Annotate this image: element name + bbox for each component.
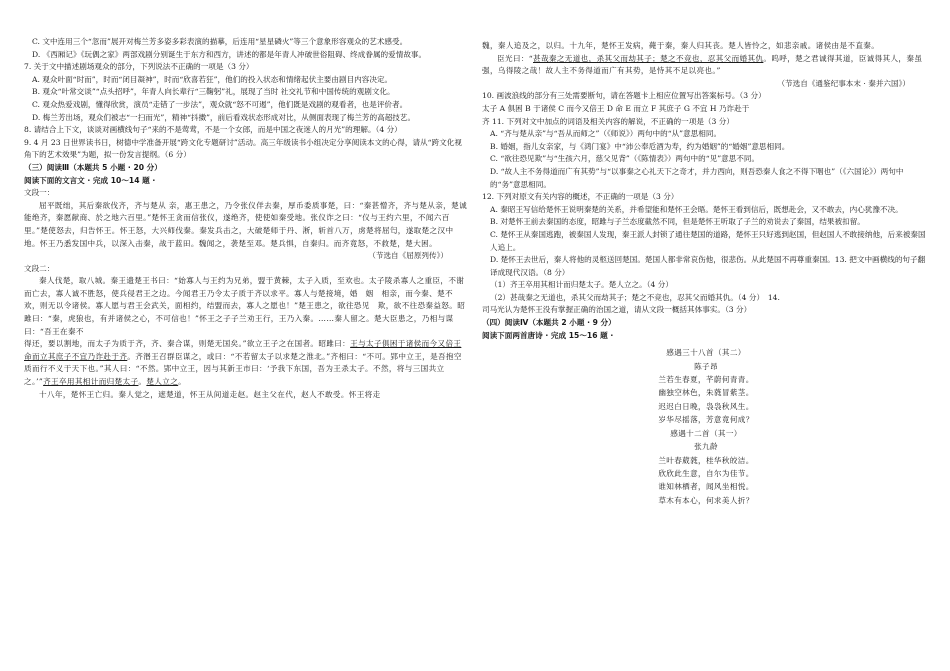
poem-1-title: 感遇三十八首（其二）: [666, 348, 746, 358]
q13-item-1: （1）齐王卒用其相计而归楚太子。楚人立之。（4 分）: [490, 280, 673, 290]
text2-body-part3: 十八年，楚怀王亡归。秦人觉之，遮楚道，怀王从间道走赵。赵主父在代，赵人不敢受。怀王将走: [39, 389, 381, 399]
left-column: [24, 36, 468, 401]
text2-label: 文段二：: [24, 263, 55, 273]
poem-2-line: 草木有本心，何求美人折？: [658, 495, 754, 505]
poem-2-line: 谁知林栖者，闻风坐相悦。: [658, 482, 754, 492]
q7-option-d: D. 梅兰芳出场，观众们被志“一扫而光”，精神“抖擞”，前后看戏状态形成对比，从侧面表现了梅兰芳的高超技艺。: [32, 112, 416, 122]
q7-stem: 7. 关于文中描述剧场观众的部分，下列说法不正确的一项是（3 分）: [24, 62, 254, 72]
q12-option-a: A. 秦昭王写信给楚怀王说明秦楚的关系，并希望能和楚怀王会晤。楚怀王看到信后，既想赴会，又不敢去，内心犹豫不决。: [490, 204, 903, 214]
text2-segment-e: 。: [178, 377, 187, 387]
poem-1-line: 幽独空林色，朱蕤冒紫茎。: [658, 388, 754, 398]
underlined-sentence-1b: 楚人立之: [146, 377, 179, 387]
wavy-underlined-sentence: 王与太子俱困于诸侯而今又倍王命而立其庶子不宜乃诈赴于齐: [24, 339, 462, 361]
text2-body-part1: 秦人伐楚，取八城。秦王遗楚王书曰：“始寡人与王约为兄弟，盟于黄棘，太子入质，至欢也。太子陵杀寡人之重臣，不谢而亡去，寡人诚不胜怒，使兵侵君王之边。今闻君王乃令太子质于齐以求平。寡人与楚接境，婚 姻 相亲，而今秦、楚不欢，则无以令诸侯。寡人愿与君王会武关，面相约，结盟而去，寡人之愿也！”楚王患之，欲往恐见 欺，欲不往恐秦益怒。昭雎曰：“秦，虎狼也，有并诸侯之心，不可信也！”怀王之子子兰劝王行，王乃入秦。……秦人留之。楚大臣患之，乃相与谋曰：“吾王在秦不: [24, 276, 466, 336]
text1-body: 屈平既绌，其后秦欲伐齐，齐与楚从 亲，惠王患之，乃令张仪佯去秦，厚币委质事楚，曰：“秦甚憎齐，齐与楚从亲，楚诚能绝齐，秦愿献商、於之地六百里。”楚怀王贪而信张仪，遂绝齐，使使如秦受地。张仪诈之曰：“仪与王约六里，不闻六百里。”楚使怒去，归告怀王。怀王怒，大兴师伐秦。秦发兵击之，大破楚师于丹、淅，斩首八万，虏楚将屈匄，遂取楚之汉中地。怀王乃悉发国中兵，以深入击秦，战于蓝田。魏闻之，袭楚至邓。楚兵惧，自秦归。而齐竟怒，不救楚，楚大困。: [24, 200, 468, 248]
underlined-sentence-2: 甚哉秦之无道也，杀其父而劫其子；楚之不竞也，忍其父而婚其仇: [533, 53, 764, 63]
q12-option-c: C. 楚怀王从秦国逃跑，被秦国人发现，秦王派人封锁了通往楚国的道路，楚怀王只好逃到赵国，但赵国人不敢接纳他，后来被秦国人追上。: [490, 229, 926, 252]
q11-stem: 齐 11. 下列对文中加点的词语及相关内容的解说，不正确的一项是（3 分）: [482, 116, 734, 126]
poem-1-line: 兰若生春夏，芊蔚何青青。: [658, 375, 754, 385]
q6-option-d: D. 《西厢记》《玩偶之家》两部戏剧分别诞生于东方和西方，讲述的都是年青人冲破世俗阻碍、终成眷属的爱情故事。: [32, 49, 427, 59]
poem-2-title: 感遇十二首（其一）: [670, 428, 742, 438]
text2-body-part2: [24, 338, 468, 388]
poem-1-author: 陈子昂: [694, 361, 718, 371]
q14-stem: 司马光认为楚怀王没有掌握正确的治国之道，请从文段一概括其体事实。（3 分）: [482, 305, 752, 315]
poem-2: [482, 427, 930, 507]
q10-stem: 10. 画波浪线的部分有三处需要断句，请在答题卡上相应位置写出答案标号。（3 分）: [482, 91, 766, 101]
right-column: [482, 40, 930, 507]
sima-guang-comment: [482, 53, 930, 78]
q6-option-c: C. 文中连用三个“忽而”展开对梅兰芳多姿多彩表演的描摹，后连用“星星磷火”等三个意象形容观众的艺术感受。: [32, 37, 408, 46]
q7-option-c: C. 观众热爱戏剧，懂得欣赏，演员“走错了一步法”，观众就“怒不可遏”，他们既是戏剧的观看者，也是评价者。: [32, 99, 408, 109]
comment-segment-c: 。呜呼，楚之君诚得其道，臣诚得其人，秦虽强，乌得陵之哉！故人主不务: [482, 53, 923, 76]
q7-option-b: B. 观众“叶常交谈”“点头招呼”，年青人向长辈行“三鞠躬”礼，展现了当时 社交礼节和中国传统的观剧文化。: [32, 87, 395, 97]
poem-1: [482, 346, 930, 426]
poem-1-line: 岁华尽摇落，芳意竟何成？: [658, 415, 754, 425]
q12-option-d: D. 楚怀王去世后，秦人将他的灵柩送回楚国。楚国人都非常哀伤他，很悲伤。从此楚国不再尊重秦国。13. 把文中画横线的句子翻译成现代汉语。（8 分）: [490, 255, 926, 277]
q11-option-a: A. “齐与楚从亲”与“吾从而师之”（《师说》）两句中的“从”意思相同。: [490, 129, 722, 139]
underlined-sentence-1: 齐王卒用其相计而归楚太子: [43, 377, 139, 387]
text2-segment-d: 。: [138, 377, 147, 387]
q11-option-b: B. 婚姻，指儿女亲家，与《鸿门宴》中“沛公奉卮酒为寿，约为婚姻”的“婚姻”意思相同。: [490, 141, 790, 151]
comment-segment-d: 得道而广有其势，是恃其不足以亮也。”: [585, 66, 721, 76]
text2-segment-b: 得还，要以割地，而太子为质于齐，齐、秦合谋，则楚无国矣。”欲立王子之在国者。昭雎曰：: [24, 339, 351, 349]
comment-segment-b: 臣光曰：“: [497, 53, 534, 63]
q13-item-2: （2）甚哉秦之无道也，杀其父而劫其子；楚之不竞也，忍其父而婚其仇。（4 分） 14.: [490, 292, 780, 302]
section-3-instruction: 阅读下面的文言文 · 完成 10～14 题 ·: [24, 175, 156, 185]
text1-label: 文段一：: [24, 188, 55, 198]
q12-option-b: B. 对楚怀王前去秦国的态度，昭雎与子兰态度截然不同，但是楚怀王听取了子兰的劝说去了秦国，结果被扣留。: [490, 217, 865, 227]
poem-2-line: 欣欣此生意，自尔为佳节。: [658, 468, 754, 478]
q10-options: 太子 A 俱困 B 于诸侯 C 而今又倍王 D 命 E 而立 F 其庶子 G 不宜 H 乃诈赴于: [482, 103, 750, 113]
q8-stem: 8. 请结合上下文，谈谈对画横线句子“来的不是莺莺，不是一个女郎，而是中国之夜迷人的月光”的理解。（4 分）: [24, 125, 402, 135]
section-4-instruction: 阅读下面两首唐诗 · 完成 15～16 题 ·: [482, 330, 614, 340]
q11-option-c: C. “欲往恐见欺”与“生孩六月，慈父见背”（《陈情表》）两句中的“见”意思不同。: [490, 154, 760, 164]
poem-2-author: 张九龄: [694, 442, 718, 452]
section-3-heading: （三）阅读Ⅲ（本题共 5 小题 · 20 分）: [24, 162, 162, 172]
text2-segment-c: 。齐湣王召群臣谋之，或曰：“不若留太子以求楚之淮北。”齐相曰：“不可。郢中立王，是吾抱空质而行不义于天下也。”其人曰：“不然。郢中立王，因与其新王市曰：‘予我下东国，吾为王杀太子。不然，将与三国共立之。’”: [24, 351, 462, 387]
poem-1-line: 迟迟白日晚，袅袅秋风生。: [658, 401, 754, 411]
q12-stem: 12. 下列对原文有关内容的概述，不正确的一项是（3 分）: [482, 192, 679, 202]
text2-source: （节选自《通鉴纪事本末 · 秦并六国》）: [777, 78, 910, 88]
q7-option-a: A. 观众叶面“时而”，时而“闭目凝神”，时而“欣喜若狂”，他们的投入状态和情绪起伏主要由剧目内容决定。: [32, 74, 393, 84]
poem-2-line: 兰叶春葳蕤，桂华秋皎洁。: [658, 455, 754, 465]
q9-stem: 9. 4 月 23 日世界读书日，树德中学准备开展“跨文化专题研讨”活动。高三年级读书小组决定分享阅读本文的心得，请从“跨文化视角下的艺术效果”为题，拟一份发言提纲。（6 分）: [24, 137, 462, 160]
q11-option-d: D. “故人主不务得道而广有其势”与“以事秦之心礼天下之奇才，并力西向，则吾恐秦人食之不得下咽也”（《六国论》）两句中的“务”意思相同。: [490, 166, 904, 189]
section-4-heading: （四）阅读Ⅳ（本题共 2 小题 · 9 分）: [482, 318, 616, 328]
text1-source: （节选自《屈原列传》）: [368, 251, 448, 261]
text2-continuation: 魏，秦人追及之，以归。十九年，楚怀王发病，薨于秦，秦人归其丧。楚人皆怜之，如悲亲戚。诸侯由是不直秦。: [482, 41, 880, 50]
